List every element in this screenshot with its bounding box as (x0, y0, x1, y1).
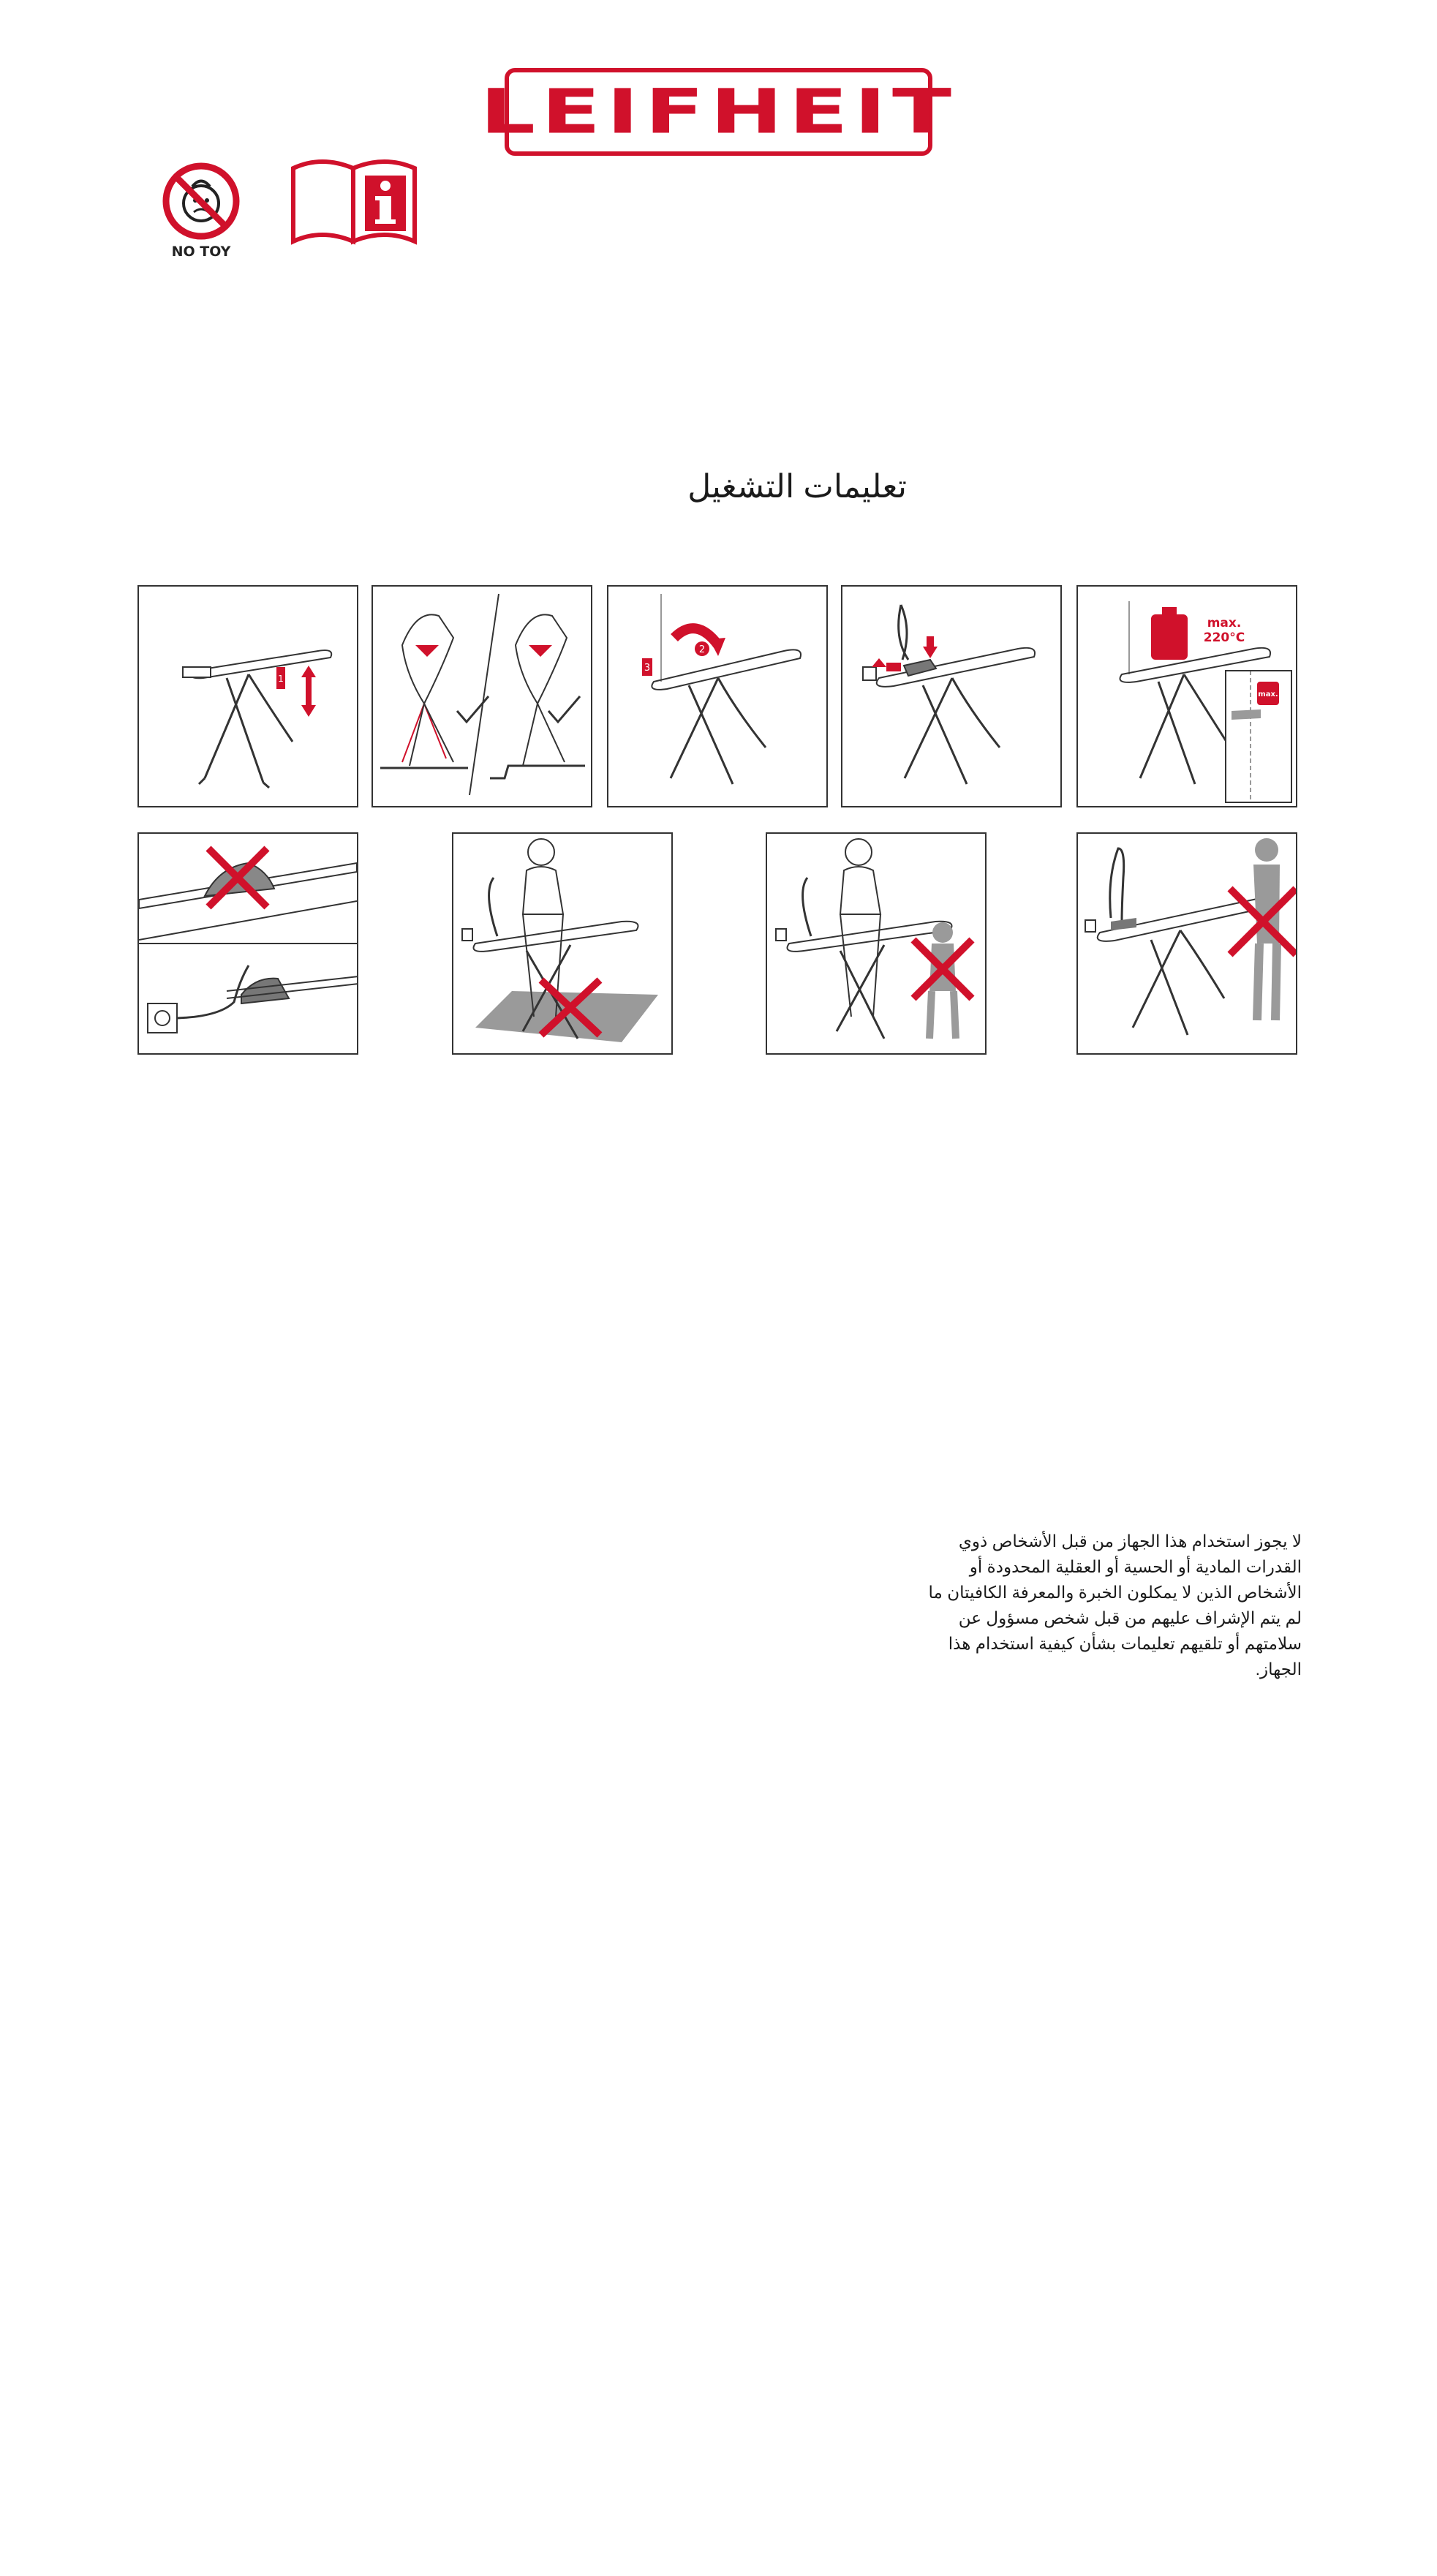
temperature-label: 220°C (1203, 630, 1245, 645)
figure-floor-hazard (452, 832, 673, 1055)
no-toy-icon (157, 161, 245, 263)
warning-line: سلامتهم أو تلقيهم تعليمات بشأن كيفية استخدام هذا (948, 1634, 1302, 1653)
warning-line: لا يجوز استخدام هذا الجهاز من قبل الأشخاص ذوي (958, 1532, 1302, 1551)
step-two-label: 2 (698, 644, 706, 655)
figure-iron-rest (841, 585, 1062, 807)
step-one-label: 1 (278, 674, 284, 684)
figure-height-adjust (137, 585, 358, 807)
safety-warning (878, 1529, 1302, 1682)
warning-line: الجهاز. (1255, 1660, 1302, 1679)
figure-child-hazard (766, 832, 987, 1055)
brand-logo (480, 68, 957, 156)
no-toy-label: NO TOY (171, 244, 231, 260)
warning-line: القدرات المادية أو الحسية أو العقلية المحدودة أو (969, 1557, 1302, 1576)
max-label: max. (1207, 616, 1242, 630)
warning-line: لم يتم الإشراف عليهم من قبل شخص مسؤول عن (958, 1608, 1302, 1627)
page-title: تعليمات التشغيل (687, 469, 907, 505)
figure-rotate-cover (607, 585, 828, 807)
small-weight-label: max. (1258, 690, 1278, 698)
figure-max-load (1076, 585, 1297, 807)
read-manual-icon (289, 155, 420, 246)
brand-logo-text: LEIFHEIT (480, 75, 957, 148)
figure-unplug-iron (137, 832, 358, 1055)
warning-line: الأشخاص الذين لا يمكلون الخبرة والمعرفة الكافيتان ما (928, 1583, 1302, 1602)
figure-unattended-iron (1076, 832, 1297, 1055)
step-three-label: 3 (644, 663, 651, 674)
figure-feet-leveling (371, 585, 592, 807)
